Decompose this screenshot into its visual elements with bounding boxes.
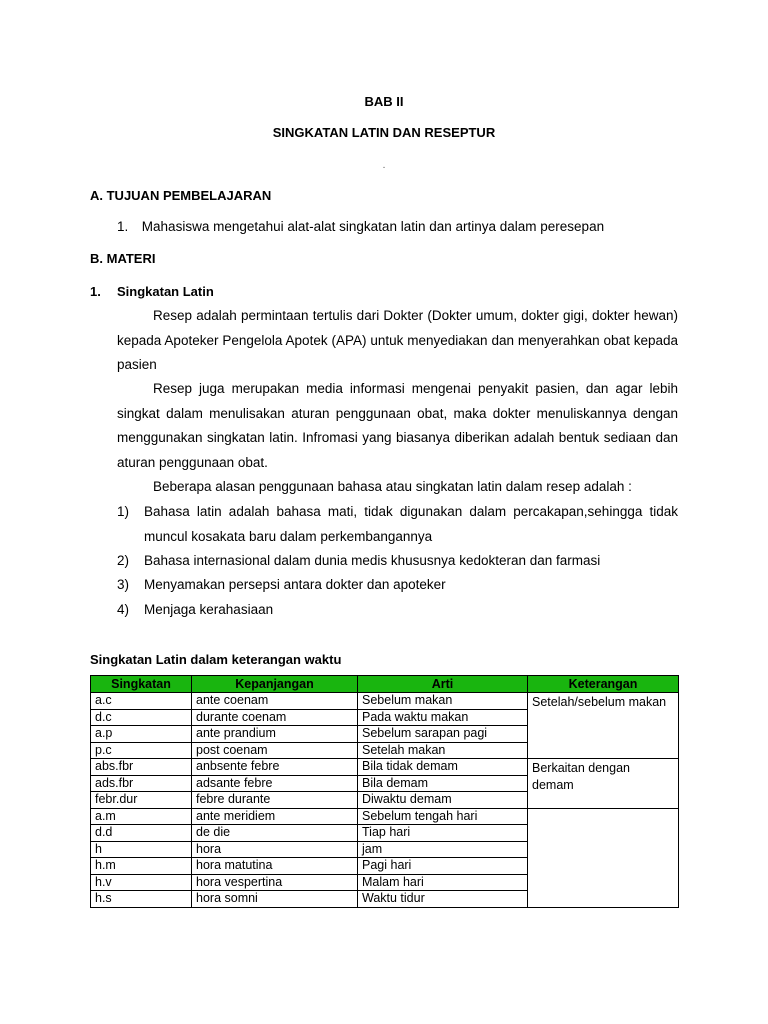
- reason-number: 1): [117, 504, 130, 519]
- table-row: [91, 693, 679, 710]
- table-row: [91, 759, 679, 776]
- header-arti: Arti: [358, 676, 528, 693]
- section-a-heading: A. TUJUAN PEMBELAJARAN: [90, 188, 272, 203]
- reason-item-1: [117, 500, 678, 549]
- reason-number: 4): [117, 602, 130, 617]
- cell-arti: Sebelum makan: [358, 693, 528, 710]
- reason-number: 2): [117, 553, 130, 568]
- cell-arti: Tiap hari: [358, 825, 528, 842]
- cell-kepanjangan: febre durante: [192, 792, 358, 809]
- header-keterangan: Keterangan: [528, 676, 679, 693]
- cell-arti: Waktu tidur: [358, 891, 528, 908]
- reason-text: Bahasa latin adalah bahasa mati, tidak digunakan dalam percakapan,sehingga tidak muncul kosakata baru dalam perkembangannya: [144, 504, 678, 544]
- objective-text: Mahasiswa mengetahui alat-alat singkatan latin dan artinya dalam peresepan: [141, 219, 605, 234]
- cell-arti: Bila tidak demam: [358, 759, 528, 776]
- cell-kepanjangan: ante prandium: [192, 726, 358, 743]
- cell-keterangan-makan: Setelah/sebelum makan: [528, 693, 679, 759]
- objective-item-1: [117, 215, 604, 240]
- cell-singkatan: h.v: [91, 874, 192, 891]
- cell-singkatan: a.m: [91, 808, 192, 825]
- cell-arti: Sebelum tengah hari: [358, 808, 528, 825]
- reason-text: Bahasa internasional dalam dunia medis khususnya kedokteran dan farmasi: [144, 553, 601, 568]
- cell-arti: Sebelum sarapan pagi: [358, 726, 528, 743]
- paragraph-2-text: Resep juga merupakan media informasi mengenai penyakit pasien, dan agar lebih singkat dalam menulisakan aturan penggunaan obat, maka dokter menuliskannya dengan menggunakan singkatan latin. Infromasi yang biasanya diberikan adalah bentuk sediaan dan aturan penggunaan obat.: [117, 381, 678, 470]
- objective-number: 1.: [117, 219, 129, 234]
- table-caption: Singkatan Latin dalam keterangan waktu: [90, 652, 342, 667]
- header-singkatan: Singkatan: [91, 676, 192, 693]
- cell-kepanjangan: de die: [192, 825, 358, 842]
- cell-arti: jam: [358, 841, 528, 858]
- cell-kepanjangan: ante meridiem: [192, 808, 358, 825]
- reason-item-3: [117, 573, 678, 598]
- reason-text: Menjaga kerahasiaan: [144, 602, 274, 617]
- cell-singkatan: d.d: [91, 825, 192, 842]
- chapter-label: BAB II: [364, 94, 404, 109]
- cell-singkatan: h: [91, 841, 192, 858]
- cell-arti: Pagi hari: [358, 858, 528, 875]
- paragraph-1-text: Resep adalah permintaan tertulis dari Dokter (Dokter umum, dokter gigi, dokter hewan) kepada Apoteker Pengelola Apotek (APA) untuk menyediakan dan menyerahkan obat kepada pasien: [117, 308, 678, 372]
- cell-singkatan: p.c: [91, 742, 192, 759]
- cell-kepanjangan: hora vespertina: [192, 874, 358, 891]
- latin-abbreviation-table: [90, 675, 679, 908]
- cell-kepanjangan: hora matutina: [192, 858, 358, 875]
- reason-item-4: [117, 598, 678, 623]
- reason-item-2: [117, 549, 678, 574]
- cell-arti: Bila demam: [358, 775, 528, 792]
- cell-kepanjangan: durante coenam: [192, 709, 358, 726]
- paragraph-3: [117, 475, 678, 500]
- cell-kepanjangan: hora: [192, 841, 358, 858]
- cell-kepanjangan: hora somni: [192, 891, 358, 908]
- subsection-title: Singkatan Latin: [117, 284, 214, 299]
- cell-singkatan: febr.dur: [91, 792, 192, 809]
- cell-keterangan-demam: Berkaitan dengan demam: [528, 759, 679, 809]
- section-b-heading: B. MATERI: [90, 251, 156, 266]
- table-header-row: [91, 676, 679, 693]
- subsection-number: 1.: [90, 284, 101, 299]
- paragraph-3-text: Beberapa alasan penggunaan bahasa atau singkatan latin dalam resep adalah :: [153, 479, 632, 494]
- page-title: SINGKATAN LATIN DAN RESEPTUR: [272, 125, 496, 140]
- cell-singkatan: h.m: [91, 858, 192, 875]
- cell-kepanjangan: adsante febre: [192, 775, 358, 792]
- cell-keterangan-empty: [528, 808, 679, 907]
- paragraph-1: [117, 304, 678, 378]
- cell-singkatan: d.c: [91, 709, 192, 726]
- cell-singkatan: ads.fbr: [91, 775, 192, 792]
- decorative-dot: .: [382, 160, 386, 171]
- reason-text: Menyamakan persepsi antara dokter dan apoteker: [144, 577, 446, 592]
- cell-singkatan: a.c: [91, 693, 192, 710]
- cell-kepanjangan: post coenam: [192, 742, 358, 759]
- cell-arti: Diwaktu demam: [358, 792, 528, 809]
- cell-singkatan: h.s: [91, 891, 192, 908]
- paragraph-2: [117, 377, 678, 475]
- cell-arti: Setelah makan: [358, 742, 528, 759]
- cell-singkatan: a.p: [91, 726, 192, 743]
- cell-kepanjangan: anbsente febre: [192, 759, 358, 776]
- cell-arti: Pada waktu makan: [358, 709, 528, 726]
- cell-kepanjangan: ante coenam: [192, 693, 358, 710]
- reason-number: 3): [117, 577, 130, 592]
- cell-arti: Malam hari: [358, 874, 528, 891]
- cell-singkatan: abs.fbr: [91, 759, 192, 776]
- header-kepanjangan: Kepanjangan: [192, 676, 358, 693]
- table-row: [91, 808, 679, 825]
